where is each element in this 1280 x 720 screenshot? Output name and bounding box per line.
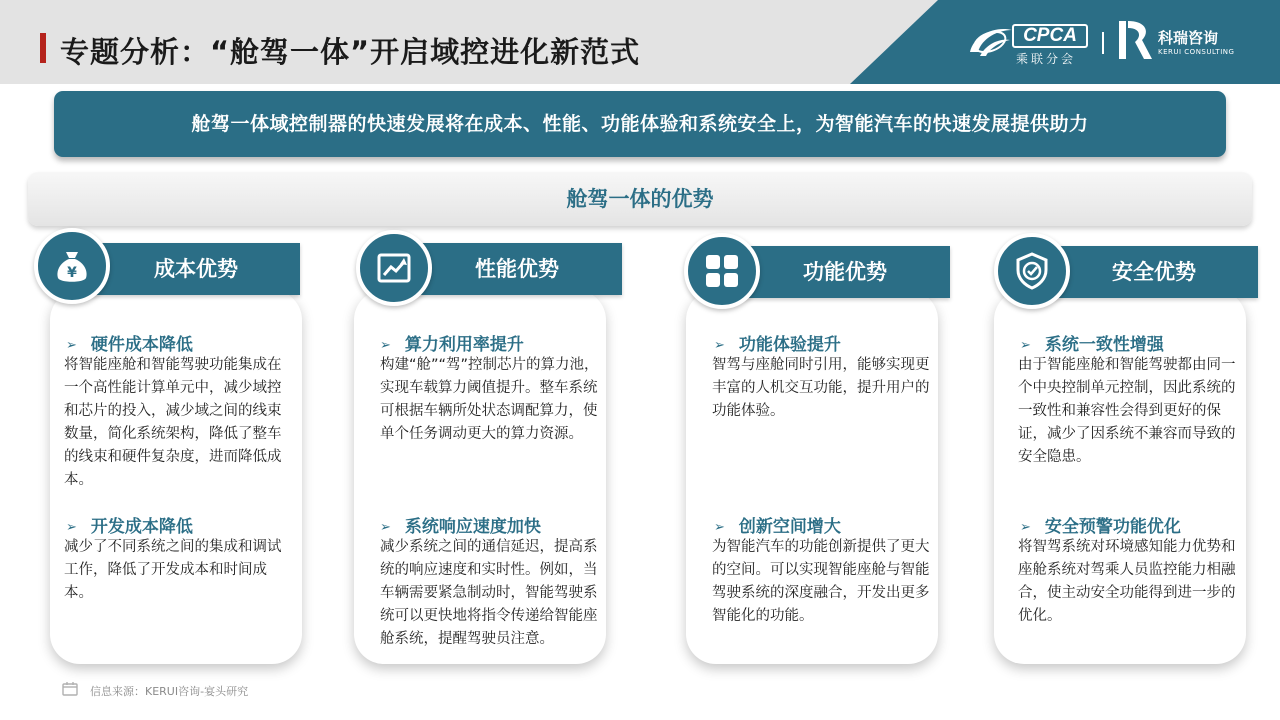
cpca-logo [966, 20, 1090, 66]
card-title-tab: 成本优势 [82, 243, 300, 295]
point-heading: ➢ 硬件成本降低 [66, 335, 193, 355]
kerui-logo [1116, 18, 1246, 66]
arrow-bullet-icon: ➢ [1020, 338, 1031, 353]
money-bag-icon [52, 246, 92, 286]
cpca-swoosh-icon [966, 22, 1016, 64]
arrow-bullet-icon: ➢ [380, 520, 391, 535]
card-title-tab: 性能优势 [392, 243, 622, 295]
arrow-bullet-icon: ➢ [380, 338, 391, 353]
point-body: 构建“舱”“驾”控制芯片的算力池，实现车载算力阈值提升。整车系统可根据车辆所处状态调配算力，使单个任务调动更大的算力资源。 [380, 357, 599, 442]
point-heading: ➢ 算力利用率提升 [380, 335, 524, 355]
point-heading: ➢ 系统响应速度加快 [380, 517, 541, 537]
cpca-chinese-name: 乘联分会 [1016, 52, 1077, 66]
point-heading: ➢ 安全预警功能优化 [1020, 517, 1181, 537]
point-heading: ➢ 功能体验提升 [714, 335, 841, 355]
card-title-tab: 安全优势 [1030, 246, 1258, 298]
point-body: 减少了不同系统之间的集成和调试工作，降低了开发成本和时间成本。 [64, 539, 282, 601]
card-cost [50, 290, 302, 664]
point-heading: ➢ 系统一致性增强 [1020, 335, 1164, 355]
cpca-wordmark: CPCA [1012, 24, 1088, 48]
card-performance [354, 290, 606, 664]
kerui-english-name: KERUI CONSULTING [1158, 48, 1235, 56]
icon-badge [684, 233, 760, 309]
icon-badge [994, 233, 1070, 309]
card-title-tab: 功能优势 [720, 246, 950, 298]
svg-text:¥: ¥ [67, 265, 77, 281]
arrow-bullet-icon: ➢ [1020, 520, 1031, 535]
point-heading: ➢ 创新空间增大 [714, 517, 841, 537]
page-title: 专题分析：“舱驾一体”开启域控进化新范式 [60, 35, 641, 69]
arrow-bullet-icon: ➢ [66, 520, 77, 535]
app-grid-icon [702, 251, 742, 291]
source-note: 信息来源：KERUI咨询-宴头研究 [90, 685, 249, 698]
arrow-bullet-icon: ➢ [66, 338, 77, 353]
point-body: 减少系统之间的通信延迟，提高系统的响应速度和实时性。例如，当车辆需要紧急制动时，智能驾驶系统可以更快地将指令传递给智能座舱系统，提醒驾驶员注意。 [380, 539, 598, 647]
icon-badge [356, 230, 432, 306]
card-safety [994, 290, 1246, 664]
calendar-icon [62, 682, 78, 696]
arrow-bullet-icon: ➢ [714, 520, 725, 535]
point-heading: ➢ 开发成本降低 [66, 517, 193, 537]
point-body: 智驾与座舱同时引用，能够实现更丰富的人机交互功能，提升用户的功能体验。 [712, 357, 930, 419]
card-function [686, 290, 938, 664]
point-body: 由于智能座舱和智能驾驶都由同一个中央控制单元控制，因此系统的一致性和兼容性会得到更好的保证，减少了因系统不兼容而导致的安全隐患。 [1018, 357, 1236, 465]
shield-check-icon [1012, 251, 1052, 291]
logo-divider [1102, 32, 1104, 54]
arrow-bullet-icon: ➢ [714, 338, 725, 353]
title-accent-bar [40, 33, 46, 63]
section-title: 舱驾一体的优势 [28, 172, 1252, 226]
kerui-chinese-name: 科瑞咨询 [1158, 29, 1219, 47]
point-body: 将智驾系统对环境感知能力优势和座舱系统对驾乘人员监控能力相融合，使主动安全功能得到进一步的优化。 [1018, 539, 1236, 624]
icon-badge [34, 228, 110, 304]
trend-chart-icon [374, 248, 414, 288]
point-body: 将智能座舱和智能驾驶功能集成在一个高性能计算单元中，减少域控和芯片的投入，减少域之间的线束数量，简化系统架构，降低了整车的线束和硬件复杂度，进而降低成本。 [64, 357, 282, 488]
summary-banner: 舱驾一体域控制器的快速发展将在成本、性能、功能体验和系统安全上，为智能汽车的快速发展提供助力 [54, 91, 1226, 157]
point-body: 为智能汽车的功能创新提供了更大的空间。可以实现智能座舱与智能驾驶系统的深度融合，开发出更多智能化的功能。 [712, 539, 930, 624]
kerui-k-mark-icon [1116, 18, 1154, 62]
